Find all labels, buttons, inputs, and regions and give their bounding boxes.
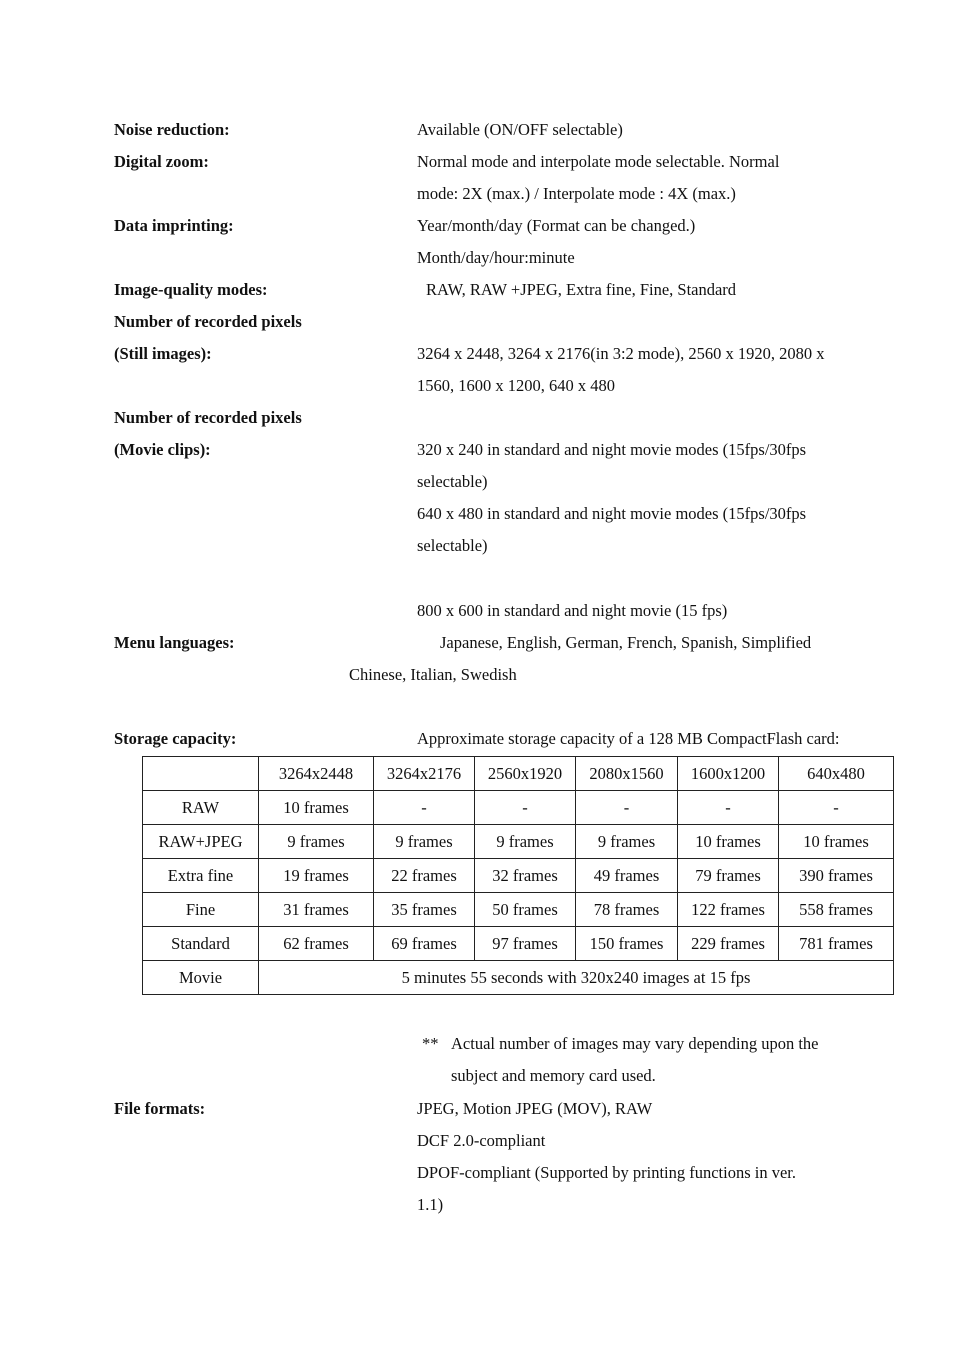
movie-pixels-value-line5: 800 x 600 in standard and night movie (15 fps) — [417, 601, 728, 620]
table-cell: 229 frames — [678, 927, 779, 961]
table-cell: - — [678, 791, 779, 825]
movie-pixels-value-line3: 640 x 480 in standard and night movie modes (15fps/30fps — [417, 504, 807, 523]
storage-capacity-label: Storage capacity: — [114, 729, 237, 748]
data-imprinting-label: Data imprinting: — [114, 216, 234, 235]
table-header-cell: 2560x1920 — [475, 757, 576, 791]
storage-capacity-value: Approximate storage capacity of a 128 MB CompactFlash card: — [417, 729, 840, 748]
table-cell: 9 frames — [259, 825, 374, 859]
table-row — [143, 825, 894, 859]
movie-pixels-value-line4: selectable) — [417, 536, 488, 555]
table-header-cell — [143, 757, 259, 791]
table-cell: 558 frames — [779, 893, 894, 927]
table-cell: - — [779, 791, 894, 825]
menu-languages-value-line2: Chinese, Italian, Swedish — [349, 665, 517, 684]
table-cell: 62 frames — [259, 927, 374, 961]
note-text-line1: Actual number of images may vary depending upon the — [451, 1034, 819, 1053]
noise-reduction-value: Available (ON/OFF selectable) — [417, 120, 623, 139]
table-header-row — [143, 757, 894, 791]
image-quality-value: RAW, RAW +JPEG, Extra fine, Fine, Standard — [426, 280, 737, 299]
table-header-cell: 640x480 — [779, 757, 894, 791]
digital-zoom-value-line1: Normal mode and interpolate mode selectable. Normal — [417, 152, 780, 171]
digital-zoom-label: Digital zoom: — [114, 152, 209, 171]
table-cell: 31 frames — [259, 893, 374, 927]
table-row-label: Extra fine — [143, 859, 259, 893]
table-cell: 22 frames — [374, 859, 475, 893]
table-row — [143, 927, 894, 961]
table-cell: 97 frames — [475, 927, 576, 961]
table-cell: 122 frames — [678, 893, 779, 927]
table-row-label: Standard — [143, 927, 259, 961]
table-cell: 35 frames — [374, 893, 475, 927]
table-cell: 10 frames — [678, 825, 779, 859]
table-cell: 10 frames — [779, 825, 894, 859]
table-header-cell: 2080x1560 — [576, 757, 678, 791]
file-formats-value-line1: JPEG, Motion JPEG (MOV), RAW — [417, 1099, 653, 1118]
storage-capacity-table — [142, 756, 894, 995]
still-pixels-value-line2: 1560, 1600 x 1200, 640 x 480 — [417, 376, 615, 395]
noise-reduction-label: Noise reduction: — [114, 120, 230, 139]
note-text-line2: subject and memory card used. — [451, 1066, 656, 1085]
table-cell: 150 frames — [576, 927, 678, 961]
table-cell: 69 frames — [374, 927, 475, 961]
image-quality-label: Image-quality modes: — [114, 280, 268, 299]
movie-pixels-label-line1: Number of recorded pixels — [114, 408, 302, 427]
menu-languages-value-line1: Japanese, English, German, French, Spanish, Simplified — [440, 633, 812, 652]
table-header-cell: 3264x2176 — [374, 757, 475, 791]
table-row-movie — [143, 961, 894, 995]
movie-pixels-value-line2: selectable) — [417, 472, 488, 491]
table-row — [143, 893, 894, 927]
table-cell-movie: 5 minutes 55 seconds with 320x240 images at 15 fps — [259, 961, 894, 995]
data-imprinting-value-line1: Year/month/day (Format can be changed.) — [417, 216, 696, 235]
table-row-label: RAW — [143, 791, 259, 825]
table-cell: 50 frames — [475, 893, 576, 927]
table-cell: 78 frames — [576, 893, 678, 927]
movie-pixels-value-line1: 320 x 240 in standard and night movie modes (15fps/30fps — [417, 440, 807, 459]
still-pixels-label-line2: (Still images): — [114, 344, 212, 363]
table-cell: 32 frames — [475, 859, 576, 893]
file-formats-value-line3: DPOF-compliant (Supported by printing functions in ver. — [417, 1163, 797, 1182]
file-formats-value-line4: 1.1) — [417, 1195, 444, 1214]
menu-languages-label: Menu languages: — [114, 633, 235, 652]
table-header-cell: 1600x1200 — [678, 757, 779, 791]
still-pixels-label-line1: Number of recorded pixels — [114, 312, 302, 331]
data-imprinting-value-line2: Month/day/hour:minute — [417, 248, 575, 267]
digital-zoom-value-line2: mode: 2X (max.) / Interpolate mode : 4X (max.) — [417, 184, 736, 203]
table-cell: 19 frames — [259, 859, 374, 893]
table-cell: 9 frames — [576, 825, 678, 859]
movie-pixels-label-line2: (Movie clips): — [114, 440, 211, 459]
file-formats-value-line2: DCF 2.0-compliant — [417, 1131, 546, 1150]
table-cell: 390 frames — [779, 859, 894, 893]
table-cell: 781 frames — [779, 927, 894, 961]
table-row-label: Movie — [143, 961, 259, 995]
table-cell: 79 frames — [678, 859, 779, 893]
table-cell: 9 frames — [374, 825, 475, 859]
table-row — [143, 859, 894, 893]
table-cell: - — [475, 791, 576, 825]
still-pixels-value-line1: 3264 x 2448, 3264 x 2176(in 3:2 mode), 2560 x 1920, 2080 x — [417, 344, 825, 363]
table-row-label: RAW+JPEG — [143, 825, 259, 859]
table-cell: 49 frames — [576, 859, 678, 893]
table-cell: - — [374, 791, 475, 825]
table-row-label: Fine — [143, 893, 259, 927]
table-row — [143, 791, 894, 825]
table-cell: - — [576, 791, 678, 825]
file-formats-label: File formats: — [114, 1099, 206, 1118]
table-cell: 9 frames — [475, 825, 576, 859]
note-marker: ** — [422, 1034, 439, 1053]
table-header-cell: 3264x2448 — [259, 757, 374, 791]
table-cell: 10 frames — [259, 791, 374, 825]
